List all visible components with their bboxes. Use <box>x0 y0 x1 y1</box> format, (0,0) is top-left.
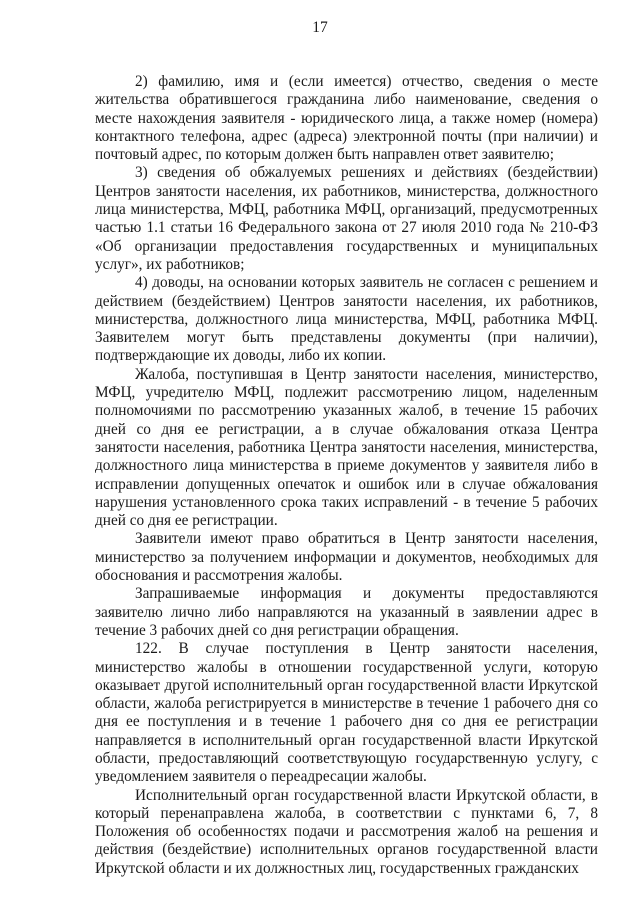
paragraph-arguments: 4) доводы, на основании которых заявитель не согласен с решением и действием (бездействием) Центров занятости населения, их работников, министерства, должностного лица министерства, МФЦ, работника МФЦ. Заявителем могут быть представлены документы (при наличии), подтверждающие их доводы, либо их копии. <box>95 274 598 365</box>
paragraph-redirected-complaint: Исполнительный орган государственной власти Иркутской области, в который перенаправлена жалоба, в соответствии с пунктами 6, 7, 8 Положения об особенностях подачи и рассмотрения жалоб на решения и действия (бездействие) исполнительных органов государственной власти Иркутской области и их должностных лиц, государственных гражданских <box>95 786 598 877</box>
document-body <box>95 73 598 878</box>
page-number: 17 <box>312 19 328 36</box>
paragraph-clause-122: 122. В случае поступления в Центр занятости населения, министерство жалобы в отношении государственной услуги, которую оказывает другой исполнительный орган государственной власти Иркутской области, жалоба регистрируется в министерстве в течение 1 рабочего дня со дня ее поступления и в течение 1 рабочего дня со дня ее регистрации направляется в исполнительный орган государственной власти Иркутской области, предоставляющий соответствующую государственную услугу, с уведомлением заявителя о переадресации жалобы. <box>95 640 598 786</box>
paragraph-applicant-details: 2) фамилию, имя и (если имеется) отчество, сведения о месте жительства обратившегося гражданина либо наименование, сведения о месте нахождения заявителя - юридического лица, а также номер (номера) контактного телефона, адрес (адреса) электронной почты (при наличии) и почтовый адрес, по которым должен быть направлен ответ заявителю; <box>95 73 598 164</box>
paragraph-right-to-information: Заявители имеют право обратиться в Центр занятости населения, министерство за получением информации и документов, необходимых для обоснования и рассмотрения жалобы. <box>95 530 598 585</box>
paragraph-appealed-decisions: 3) сведения об обжалуемых решениях и действиях (бездействии) Центров занятости населения, их работников, министерства, должностного лица министерства, МФЦ, работника МФЦ, организаций, предусмотренных частью 1.1 статьи 16 Федерального закона от 27 июля 2010 года № 210-ФЗ «Об организации предоставления государственных и муниципальных услуг», их работников; <box>95 164 598 273</box>
paragraph-complaint-review-terms: Жалоба, поступившая в Центр занятости населения, министерство, МФЦ, учредителю МФЦ, подлежит рассмотрению лицом, наделенным полномочиями по рассмотрению указанных жалоб, в течение 15 рабочих дней со дня ее регистрации, а в случае обжалования отказа Центра занятости населения, работника Центра занятости населения, министерства, должностного лица министерства в приеме документов у заявителя либо в исправлении допущенных опечаток и ошибок или в случае обжалования нарушения установленного срока таких исправлений - в течение 5 рабочих дней со дня ее регистрации. <box>95 365 598 530</box>
paragraph-information-delivery: Запрашиваемые информация и документы предоставляются заявителю лично либо направляются на указанный в заявлении адрес в течение 3 рабочих дней со дня регистрации обращения. <box>95 585 598 639</box>
